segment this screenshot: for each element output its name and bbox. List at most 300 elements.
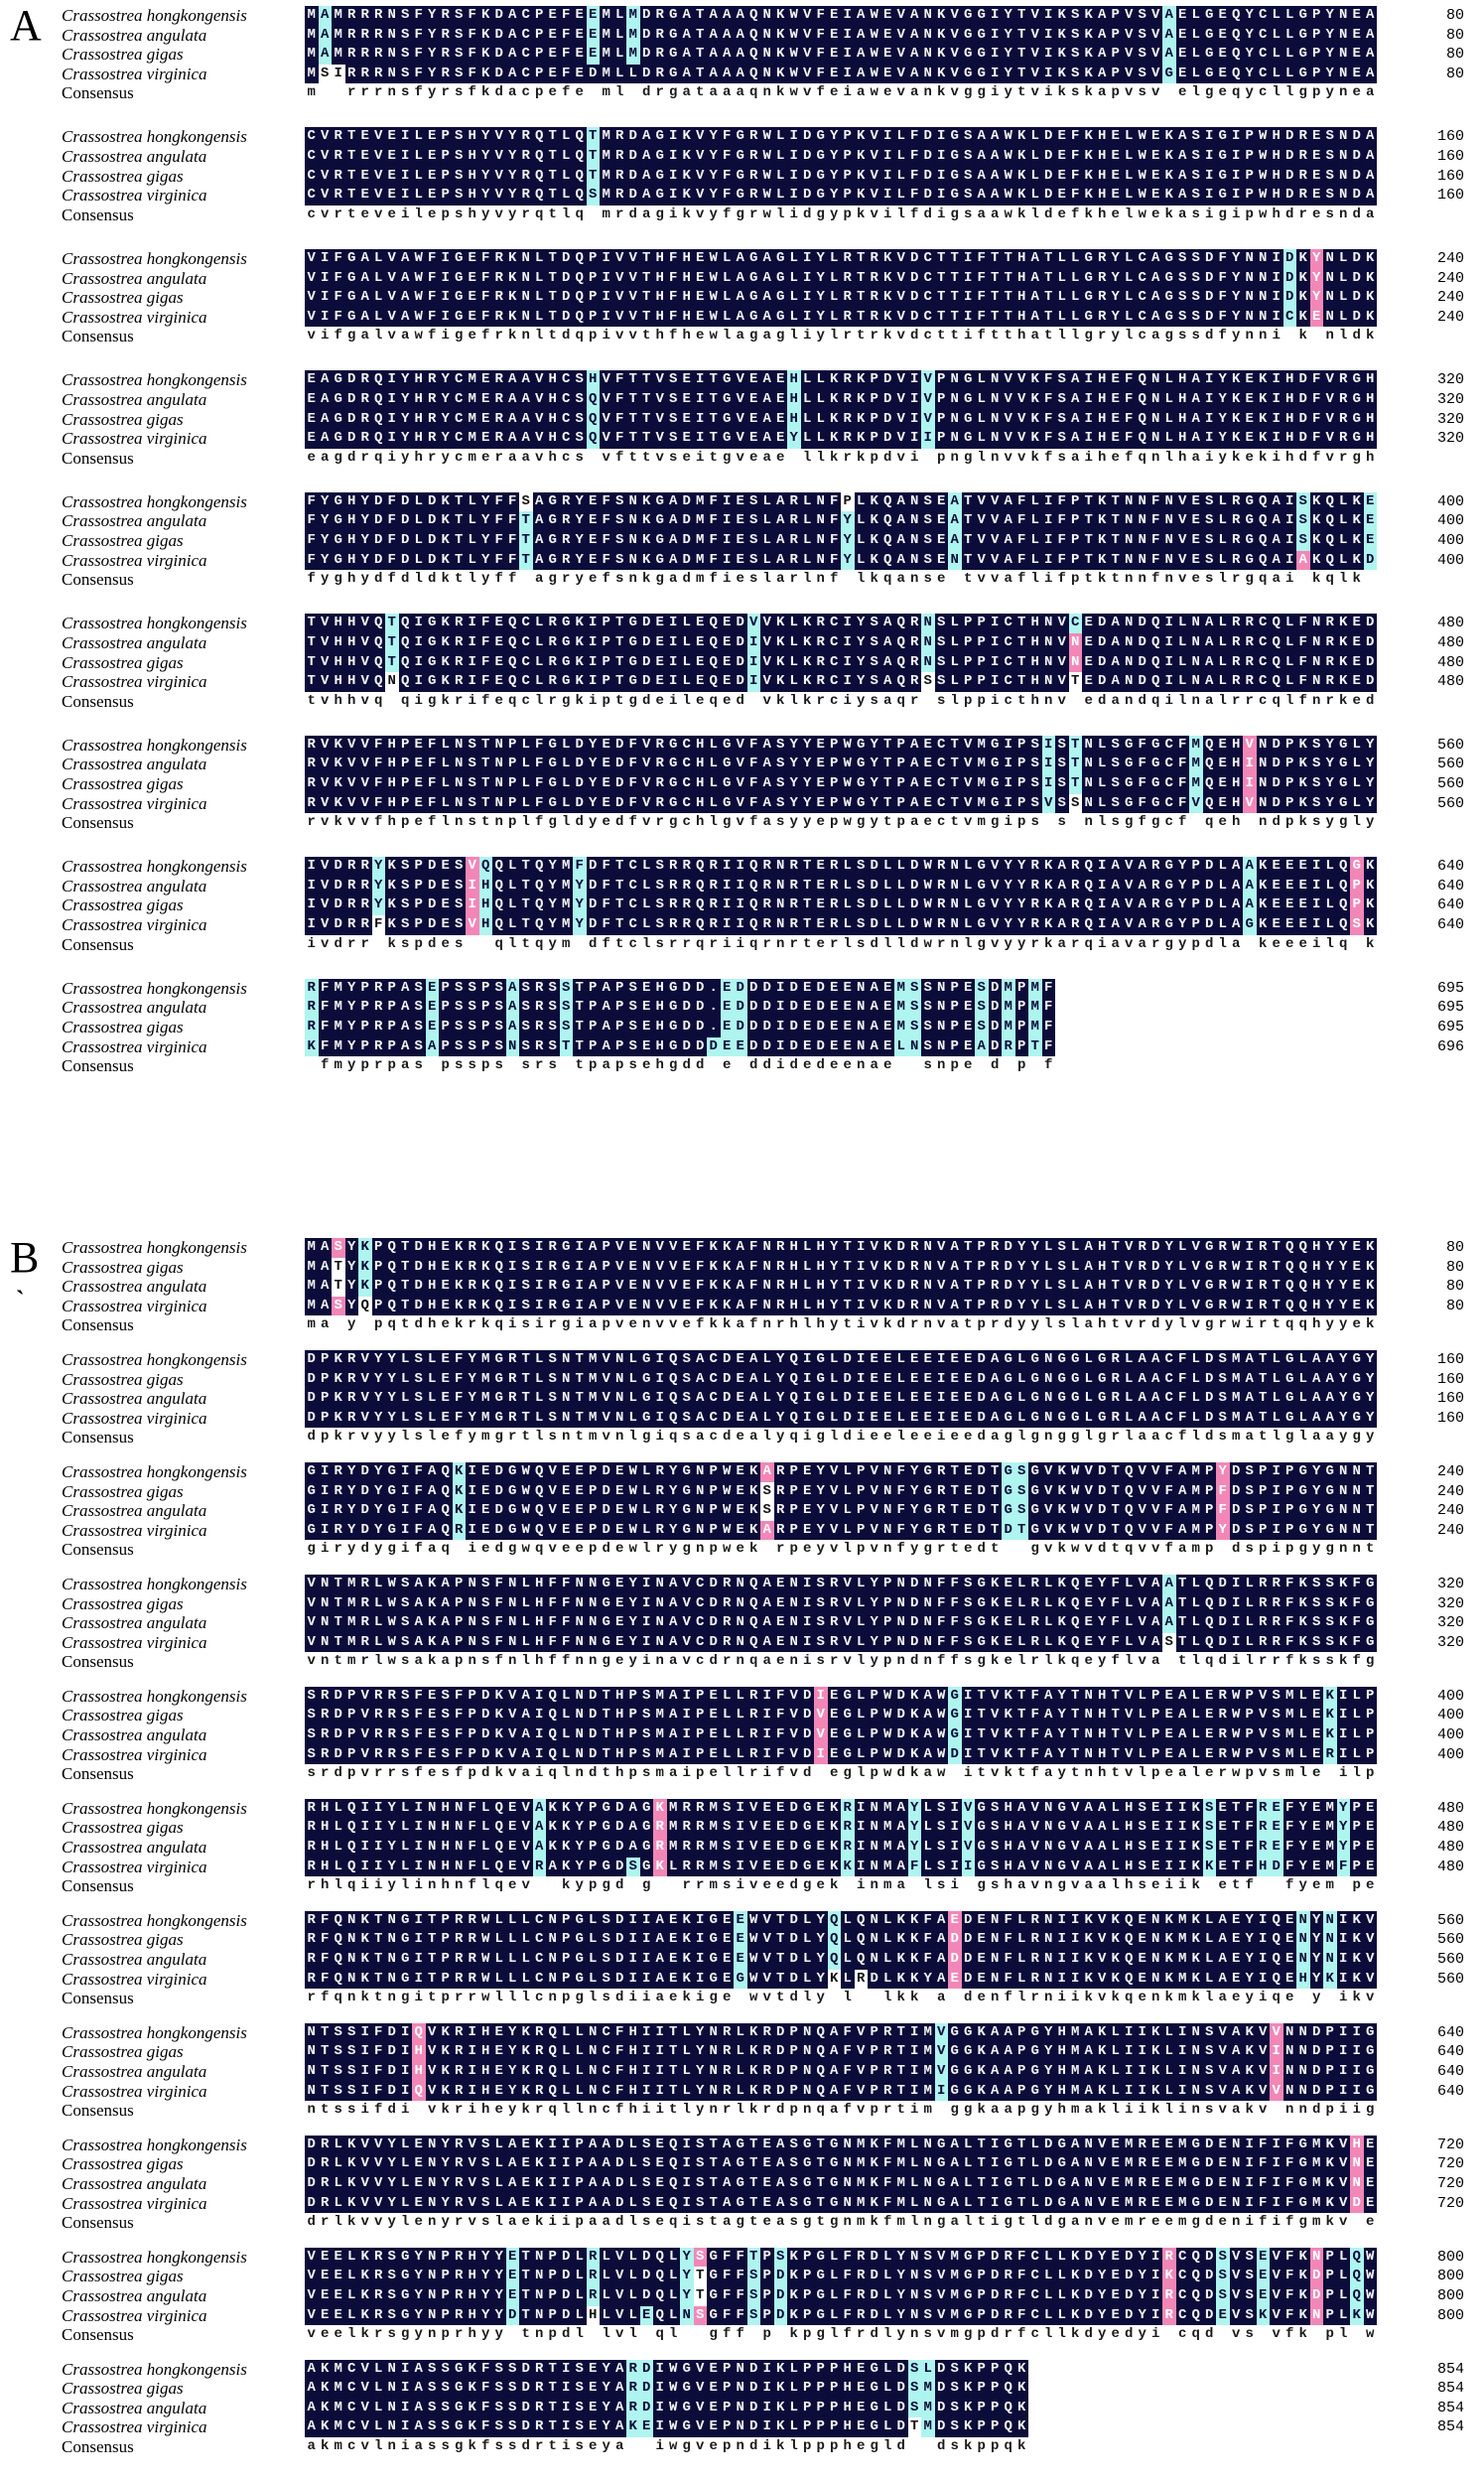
sequence-row — [0, 492, 1484, 512]
consensus-cells: c v r t e v e i l e p s h y v y r q t l q m r d a g i k v y f g r w l i d g y p k v i l f d i g s a a w k l d e f k h e l w e k a s i g i p w h d r e s n d a — [307, 206, 1375, 222]
sequence-row — [0, 288, 1484, 308]
species-label: Crassostrea virginica — [62, 2081, 207, 2101]
species-label: Crassostrea hongkongensis — [62, 1686, 247, 1706]
sequence-row — [0, 1930, 1484, 1950]
position-number: 640 — [1436, 877, 1464, 895]
sequence-cells: M A S Y K P Q T D H E K R K Q I S I R G I A P V E N V V E F K K A F N R H L H Y T I V K D R N V A T P R D Y Y L S L A H T V R D Y L V G R W I R T Q Q H Y Y E K — [305, 1238, 1377, 1258]
sequence-row — [0, 2399, 1484, 2418]
sequence-row — [0, 1725, 1484, 1745]
consensus-cells: v n t m r l w s a k a p n s f n l h f f n n g e y i n a v c d r n q a e n i s r v l y p n d n f f s g k e l r l k q e y f l v a t l q d i l r r f k s s k f g — [307, 1653, 1375, 1670]
position-number-spacer — [1393, 1056, 1464, 1076]
species-label: Crassostrea angulata — [62, 2061, 207, 2081]
position-number: 640 — [1436, 2082, 1464, 2100]
position-number-spacer — [1393, 1540, 1464, 1560]
position-number: 400 — [1436, 1707, 1464, 1724]
position-number: 320 — [1436, 430, 1464, 448]
position-number: 480 — [1436, 1858, 1464, 1875]
consensus-row — [0, 935, 1484, 955]
alignment-block — [0, 614, 1484, 711]
consensus-row — [0, 1764, 1484, 1784]
sequence-cells: G I R Y D Y G I F A Q K I E D G W Q V E E P D E W L R Y G N P W E K A R P E Y V L P V N F Y G R T E D T G S G V K W V D T Q V V F A M P Y D S P I P G Y G N N T — [305, 1462, 1377, 1482]
position-number-spacer — [1393, 935, 1464, 955]
position-number: 80 — [1445, 1239, 1464, 1256]
position-number: 320 — [1436, 391, 1464, 408]
sequence-cells: A K M C V L N I A S S G K F S S D R T I S E Y A R D I W G V E P N D I K L P P P H E G L D S M D S K P P Q K — [305, 2379, 1377, 2399]
position-number: 240 — [1436, 249, 1464, 267]
position-number: 240 — [1436, 1502, 1464, 1520]
species-label: Crassostrea hongkongensis — [62, 614, 247, 633]
species-label: Crassostrea hongkongensis — [62, 2247, 247, 2267]
sequence-row — [0, 1706, 1484, 1725]
species-label: Crassostrea virginica — [62, 186, 207, 206]
sequence-cells: D R L K V V Y L E N Y R V S L A E K I I P A A D L S E Q I S T A G T E A S G T G N M K F M L N G A L T I G T L D G A N V E M R E E M G D E N I F I F G M K V N E — [305, 2174, 1377, 2194]
species-label: Crassostrea virginica — [62, 1520, 207, 1540]
sequence-cells: G I R Y D Y G I F A Q K I E D G W Q V E E P D E W L R Y G N P W E K S R P E Y V L P V N F Y G R T E D T G S G V K W V D T Q V V F A M P F D S P I P G Y G N N T — [305, 1482, 1377, 1502]
sequence-cells: F Y G H Y D F D L D K T L Y F F T A G R Y E F S N K G A D M F I E S L A R L N F Y L K Q A N S E A T V V A F L I F P T K T N N F N V E S L R G Q A I S K Q L K E — [305, 531, 1377, 551]
position-number: 695 — [1436, 1018, 1464, 1035]
position-number: 240 — [1436, 308, 1464, 326]
consensus-row — [0, 1989, 1484, 2008]
sequence-cells: E A G D R Q I Y H R Y C M E R A A V H C S H V F T T V S E I T G V E A E H L L K R K P D V I V P N G L N V V K F S A I H E F Q N L H A I Y K E K I H D F V R G H — [305, 370, 1377, 390]
sequence-cells: N T S S I F D I Q V K R I H E Y K R Q L L N C F H I I T L Y N R L K R D P N Q A F V P R T I M V G G K A A P G Y H M A K L I I K L I N S V A K V V N N D P I I G — [305, 2023, 1377, 2043]
position-number: 240 — [1436, 1482, 1464, 1500]
consensus-row — [0, 2437, 1484, 2457]
sequence-cells: D P K R V Y Y L S L E F Y M G R T L S N T M V N L G I Q S A C D E A L Y Q I G L D I E E L E E I E E D A G L G N G G L G R L A A C F L D S M A T L G L A A Y G Y — [305, 1389, 1377, 1409]
species-label: Crassostrea angulata — [62, 1613, 207, 1633]
sequence-row — [0, 1018, 1484, 1037]
sequence-row — [0, 1594, 1484, 1614]
species-label: Crassostrea angulata — [62, 2398, 207, 2417]
species-label: Crassostrea angulata — [62, 2173, 207, 2193]
sequence-cells: E A G D R Q I Y H R Y C M E R A A V H C S Q V F T T V S E I T G V E A E H L L K R K P D V I V P N G L N V V K F S A I H E F Q N L H A I Y K E K I H D F V R G H — [305, 390, 1377, 410]
sequence-row — [0, 531, 1484, 551]
alignment-block — [0, 1, 1484, 103]
consensus-row — [0, 2101, 1484, 2121]
species-label: Crassostrea hongkongensis — [62, 1798, 247, 1818]
species-label: Crassostrea hongkongensis — [62, 1238, 247, 1257]
sequence-cells: N T S S I F D I H V K R I H E Y K R Q L L N C F H I I T L Y N R L K R D P N Q A F V P R T I M V G G K A A P G Y H M A K L I I K L I N S V A K V I N N D P I I G — [305, 2042, 1377, 2062]
alignment-block — [0, 2136, 1484, 2233]
sequence-cells: V E E L K R S G Y N P R H Y Y E T N P D L R L V L D Q L Y S G F F T P S K P G L F R D L Y N S V M G P D R F C L L K D Y E D Y I R C Q D S V S E V F K N P L Q W — [305, 2248, 1377, 2268]
sequence-row — [0, 2154, 1484, 2174]
sequence-cells: M A T Y K P Q T D H E K R K Q I S I R G I A P V E N V V E F K K A F N R H L H Y T I V K D R N V A T P R D Y Y L S L A H T V R D Y L V G R W I R T Q Q H Y Y E K — [305, 1277, 1377, 1297]
species-label: Crassostrea angulata — [62, 511, 207, 531]
species-label: Crassostrea gigas — [62, 1818, 184, 1838]
sequence-cells: D P K R V Y Y L S L E F Y M G R T L S N T M V N L G I Q S A C D E A L Y Q I G L D I E E L E E I E E D A G L G N G G L G R L A A C F L D S M A T L G L A A Y G Y — [305, 1350, 1377, 1370]
position-number: 560 — [1436, 1970, 1464, 1988]
species-label: Crassostrea hongkongensis — [62, 491, 247, 511]
sequence-row — [0, 1858, 1484, 1877]
sequence-row — [0, 2194, 1484, 2214]
position-number: 695 — [1436, 999, 1464, 1017]
consensus-row — [0, 1876, 1484, 1896]
sequence-cells: E A G D R Q I Y H R Y C M E R A A V H C S Q V F T T V S E I T G V E A E Y L L K R K P D V I I P N G L N V V K F S A I H E F Q N L H A I Y K E K I H D F V R G H — [305, 429, 1377, 449]
sequence-cells: T V H H V Q T Q I G K R I F E Q C L R G K I P T G D E I L E Q E D I V K L K R C I Y S A Q R N S L P P I C T H N V N E D A N D Q I L N A L R R C Q L F N R K E D — [305, 633, 1377, 653]
species-label: Crassostrea hongkongensis — [62, 6, 247, 25]
sequence-row — [0, 167, 1484, 187]
sequence-cells: R V K V V F H P E F L N S T N P L F G L D Y E D F V R G C H L G V F A S Y Y E P W G Y T P A E C T V M G I P S I S T N L S G F G C F M Q E H V N D P K S Y G L Y — [305, 736, 1377, 756]
position-number: 320 — [1436, 1575, 1464, 1592]
species-label: Crassostrea angulata — [62, 1277, 207, 1297]
species-label: Crassostrea virginica — [62, 2417, 207, 2437]
sequence-row — [0, 1350, 1484, 1370]
sequence-cells: R H L Q I I Y L I N H N F L Q E V R A K Y P G D S G K L R R M S I V E E D G E K K I N M A F L S I I G S H A V N G V A A L H S E I I K K E T F H D F Y E M F P E — [305, 1858, 1377, 1877]
sequence-cells: R H L Q I I Y L I N H N F L Q E V A K K Y P G D A G K M R R M S I V E E D G E K R I N M A Y L S I V G S H A V N G V A A L H S E I I K S E T F R E F Y E M Y P E — [305, 1799, 1377, 1819]
panel-label: A — [10, 1, 42, 50]
sequence-cells: C V R T E V E I L E P S H Y V Y R Q T L Q T M R D A G I K V Y F G R W L I D G Y P K V I L F D I G S A A W K L D E F K H E L W E K A S I G I P W H D R E S N D A — [305, 167, 1377, 187]
position-number: 320 — [1436, 371, 1464, 389]
species-label: Crassostrea angulata — [62, 876, 207, 896]
sequence-row — [0, 2417, 1484, 2437]
position-number: 240 — [1436, 1462, 1464, 1480]
species-label: Crassostrea hongkongensis — [62, 1910, 247, 1930]
sequence-row — [0, 2286, 1484, 2306]
position-number: 640 — [1436, 2023, 1464, 2041]
position-number: 80 — [1445, 7, 1464, 24]
species-label: Crassostrea gigas — [62, 2379, 184, 2399]
consensus-label: Consensus — [62, 83, 134, 103]
sequence-cells: C V R T E V E I L E P S H Y V Y R Q T L Q T M R D A G I K V Y F G R W L I D G Y P K V I L F D I G S A A W K L D E F K H E L W E K A S I G I P W H D R E S N D A — [305, 147, 1377, 167]
consensus-row — [0, 1428, 1484, 1448]
position-number: 400 — [1436, 512, 1464, 530]
consensus-cells: f y g h y d f d l d k t l y f f a g r y e f s n k g a d m f i e s l a r l n f l k q a n s e t v v a f l i f p t k t n n f n v e s l r g q a i k q l k — [307, 571, 1361, 588]
position-number-spacer — [1393, 570, 1464, 590]
consensus-cells: v i f g a l v a w f i g e f r k n l t d q p i v v t h f h e w l a g a g l i y l r t r k v d c t t i f t t h a t l l g r y l c a g s s d f y n n i k n l d k — [307, 328, 1375, 345]
alignment-block — [0, 2023, 1484, 2121]
sequence-cells: S R D P V R R S F E S F P D K V A I Q L N D T H P S M A I P E L L R I F V D V E G L P W D K A W G I T V K T F A Y T N H T V L P E A L E R W P V S M L E K I L P — [305, 1706, 1377, 1725]
sequence-row — [0, 1950, 1484, 1970]
position-number-spacer — [1393, 1764, 1464, 1784]
species-label: Crassostrea gigas — [62, 652, 184, 672]
sequence-cells: C V R T E V E I L E P S H Y V Y R Q T L Q S M R D A G I K V Y F G R W L I D G Y P K V I L F D I G S A A W K L D E F K H E L W E K A S I G I P W H D R E S N D A — [305, 186, 1377, 206]
alignment-block — [0, 857, 1484, 954]
alignment-block — [0, 249, 1484, 346]
consensus-cells: m r r r n s f y r s f k d a c p e f e m l d r g a t a a a q n k w v f e i a w e v a n k v g g i y t v i k s k a p v s v e l g e q y c l l g p y n e a — [307, 84, 1375, 101]
sequence-cells: V E E L K R S G Y N P R H Y Y E T N P D L R L V L D Q L Y T G F F S P D K P G L F R D L Y N S V M G P D R F C L L K D Y E D Y I R C Q D S V S E V F K D P L Q W — [305, 2286, 1377, 2306]
sequence-row — [0, 633, 1484, 653]
species-label: Crassostrea angulata — [62, 755, 207, 774]
species-label: Crassostrea virginica — [62, 2193, 207, 2213]
consensus-cells: i v d r r k s p d e s q l t q y m d f t c l s r r q r i i q r n r t e r l s d l l d w r n l g v y y r k a r q i a v a r g y p d l a k e e e i l q k — [307, 935, 1375, 952]
sequence-row — [0, 45, 1484, 65]
sequence-row — [0, 186, 1484, 206]
consensus-cells: s r d p v r r s f e s f p d k v a i q l n d t h p s m a i p e l l r i f v d e g l p w d k a w i t v k t f a y t n h t v l p e a l e r w p v s m l e i l p — [307, 1765, 1375, 1782]
species-label: Crassostrea virginica — [62, 429, 207, 449]
alignment-block — [0, 370, 1484, 468]
sequence-cells: M A M R R R N S F Y R S F K D A C P E F E E M L M D R G A T A A A Q N K W V F E I A W E V A N K V G G I Y T V I K S K A P V S V A E L G E Q Y C L L G P Y N E A — [305, 26, 1377, 46]
sequence-row — [0, 1370, 1484, 1390]
consensus-label: Consensus — [62, 813, 134, 833]
species-label: Crassostrea gigas — [62, 409, 184, 429]
sequence-cells: R F Q N K T N G I T P R R W L L L C N P G L S D I I A E K I G E G W V T D L Y K L R D L K K Y A E D E N F L R N I I K V K Q E N K M K L A E Y I Q E H Y K I K V — [305, 1970, 1377, 1990]
sequence-cells: D P K R V Y Y L S L E F Y M G R T L S N T M V N L G I Q S A C D E A L Y Q I G L D I E E L E E I E E D A G L G N G G L G R L A A C F L D S M A T L G L A A Y G Y — [305, 1409, 1377, 1429]
species-label: Crassostrea hongkongensis — [62, 1461, 247, 1481]
sequence-cells: T V H H V Q N Q I G K R I F E Q C L R G K I P T G D E I L E Q E D I V K L K R C I Y S A Q R S S L P P I C T H N V T E D A N D Q I L N A L R R C Q L F N R K E D — [305, 672, 1377, 692]
sequence-cells: V N T M R L W S A K A P N S F N L H F F N N G E Y I N A V C D R N Q A E N I S R V L Y P N D N F F S G K E L R L K Q E Y F L V A A T L Q D I L R R F K S S K F G — [305, 1594, 1377, 1614]
sequence-row — [0, 2023, 1484, 2043]
position-number: 560 — [1436, 756, 1464, 773]
position-number-spacer — [1393, 2437, 1464, 2457]
species-label: Crassostrea gigas — [62, 1017, 184, 1036]
consensus-row — [0, 1652, 1484, 1672]
sequence-cells: M A M R R R N S F Y R S F K D A C P E F E E M L M D R G A T A A A Q N K W V F E I A W E V A N K V G G I Y T V I K S K A P V S V A E L G E Q Y C L L G P Y N E A — [305, 45, 1377, 65]
sequence-row — [0, 1277, 1484, 1297]
sequence-row — [0, 1745, 1484, 1765]
sequence-row — [0, 774, 1484, 794]
alignment-block — [0, 1350, 1484, 1448]
sequence-row — [0, 127, 1484, 147]
sequence-row — [0, 1258, 1484, 1278]
sequence-cells: F Y G H Y D F D L D K T L Y F F T A G R Y E F S N K G A D M F I E S L A R L N F Y L K Q A N S E N T V V A F L I F P T K T N N F N V E S L R G Q A I A K Q L K D — [305, 551, 1377, 571]
species-label: Crassostrea virginica — [62, 1969, 207, 1989]
position-number-spacer — [1393, 83, 1464, 103]
consensus-row — [0, 813, 1484, 833]
species-label: Crassostrea virginica — [62, 2305, 207, 2325]
position-number-spacer — [1393, 327, 1464, 346]
sequence-cells: I V D R R Y K S P D E S V Q Q L T Q Y M F D F T C L S R R Q R I I Q R N R T E R L S D L L D W R N L G V Y Y R K A R Q I A V A R G Y P D L A A K E E E I L Q G K — [305, 857, 1377, 877]
alignment-block — [0, 1575, 1484, 1672]
sequence-row — [0, 1482, 1484, 1502]
species-label: Crassostrea hongkongensis — [62, 248, 247, 268]
position-number-spacer — [1393, 1315, 1464, 1335]
sequence-cells: V I F G A L V A W F I G E F R K N L T D Q P I V V T H F H E W L A G A G L I Y L R T R K V D C T T I F T T H A T L L G R Y L C A G S S D F Y N N I D K Y N L D K — [305, 288, 1377, 308]
sequence-row — [0, 736, 1484, 756]
sequence-row — [0, 249, 1484, 269]
sequence-row — [0, 2379, 1484, 2399]
sequence-cells: D R L K V V Y L E N Y R V S L A E K I I P A A D L S E Q I S T A G T E A S G T G N M K F M L N G A L T I G T L D G A N V E M R E E M G D E N I F I F G M K V H E — [305, 2136, 1377, 2155]
sequence-cells: I V D R R Y K S P D E S I H Q L T Q Y M Y D F T C L S R R Q R I I Q R N R T E R L S D L L D W R N L G V Y Y R K A R Q I A V A R G Y P D L A A K E E E I L Q P K — [305, 896, 1377, 915]
species-label: Crassostrea gigas — [62, 1706, 184, 1725]
consensus-cells: n t s s i f d i v k r i h e y k r q l l n c f h i i t l y n r l k r d p n q a f v p r t i m g g k a a p g y h m a k l i i k l i n s v a k v n n d p i i g — [307, 2102, 1375, 2119]
position-number-spacer — [1393, 206, 1464, 225]
position-number: 854 — [1436, 2360, 1464, 2378]
consensus-row — [0, 692, 1484, 712]
sequence-row — [0, 1818, 1484, 1838]
consensus-row — [0, 206, 1484, 225]
species-label: Crassostrea gigas — [62, 288, 184, 308]
species-label: Crassostrea hongkongensis — [62, 735, 247, 755]
consensus-cells: d p k r v y y l s l e f y m g r t l s n t m v n l g i q s a c d e a l y q i g l d i e e l e e i e e d a g l g n g g l g r l a a c f l d s m a t l g l a a y g y — [307, 1429, 1375, 1446]
sequence-cells: R F Q N K T N G I T P R R W L L L C N P G L S D I I A E K I G E E W V T D L Y Q L Q N L K K F A D D E N F L R N I I K V K Q E N K M K L A E Y I Q E N Y N I K V — [305, 1930, 1377, 1950]
sequence-row — [0, 1297, 1484, 1316]
consensus-cells: d r l k v v y l e n y r v s l a e k i i p a a d l s e q i s t a g t e a s g t g n m k f m l n g a l t i g t l d g a n v e m r e e m g d e n i f i f g m k v e — [307, 2214, 1375, 2231]
consensus-row — [0, 2213, 1484, 2233]
sequence-row — [0, 2136, 1484, 2155]
sequence-row — [0, 2082, 1484, 2102]
sequence-row — [0, 551, 1484, 571]
sequence-row — [0, 915, 1484, 935]
consensus-label: Consensus — [62, 448, 134, 468]
alignment-block — [0, 127, 1484, 224]
sequence-cells: R F M Y P R P A S E P S S P S A S R S S T P A P S E H G D D . E D D D I D E D E E N A E M S S N P E S D M P M F — [305, 979, 1377, 999]
position-number: 400 — [1436, 1726, 1464, 1744]
sequence-row — [0, 1575, 1484, 1594]
sequence-row — [0, 998, 1484, 1018]
species-label: Crassostrea hongkongensis — [62, 127, 247, 147]
sequence-cells: M A S Y Q P Q T D H E K R K Q I S I R G I A P V E N V V E F K K A F N R H L H Y T I V K D R N V A T P R D Y Y L S L A H T V R D Y L V G R W I R T Q Q H Y Y E K — [305, 1297, 1377, 1316]
consensus-cells: v e e l k r s g y n p r h y y t n p d l l v l q l g f f p k p g l f r d l y n s v m g p d r f c l l k d y e d y i c q d v s v f k p l w — [307, 2326, 1375, 2343]
consensus-label: Consensus — [62, 691, 134, 711]
sequence-cells: R F M Y P R P A S E P S S P S A S R S S T P A P S E H G D D . E D D D I D E D E E N A E M S S N P E S D M P M F — [305, 1018, 1377, 1037]
sequence-cells: S R D P V R R S F E S F P D K V A I Q L N D T H P S M A I P E L L R I F V D V E G L P W D K A W G I T V K T F A Y T N H T V L P E A L E R W P V S M L E K I L P — [305, 1725, 1377, 1745]
species-label: Crassostrea angulata — [62, 390, 207, 409]
sequence-cells: N T S S I F D I H V K R I H E Y K R Q L L N C F H I I T L Y N R L K R D P N Q A F V P R T I M V G G K A A P G Y H M A K L I I K L I N S V A K V I N N D P I I G — [305, 2062, 1377, 2082]
consensus-cells: g i r y d y g i f a q i e d g w q v e e p d e w l r y g n p w e k r p e y v l p v n f y g r t e d t g v k w v d t q v v f a m p d s p i p g y g n n t — [307, 1541, 1375, 1558]
consensus-row — [0, 327, 1484, 346]
sequence-cells: V I F G A L V A W F I G E F R K N L T D Q P I V V T H F H E W L A G A G L I Y L R T R K V D C T T I F T T H A T L L G R Y L C A G S S D F Y N N I C K E N L D K — [305, 308, 1377, 328]
sequence-cells: C V R T E V E I L E P S H Y V Y R Q T L Q T M R D A G I K V Y F G R W L I D G Y P K V I L F D I G S A A W K L D E F K H E L W E K A S I G I P W H D R E S N D A — [305, 127, 1377, 147]
species-label: Crassostrea gigas — [62, 1257, 184, 1277]
sequence-row — [0, 1238, 1484, 1258]
sequence-cells: G I R Y D Y G I F A Q R I E D G W Q V E E P D E W L R Y G N P W E K A R P E Y V L P V N F Y G R T E D T D T G V K W V D T Q V V F A M P Y D S P I P G Y G N N T — [305, 1521, 1377, 1541]
sequence-cells: V I F G A L V A W F I G E F R K N L T D Q P I V V T H F H E W L A G A G L I Y L R T R K V D C T T I F T T H A T L L G R Y L C A G S S D F Y N N I D K Y N L D K — [305, 249, 1377, 269]
species-label: Crassostrea virginica — [62, 1408, 207, 1428]
position-number-spacer — [1393, 2213, 1464, 2233]
position-number: 800 — [1436, 2268, 1464, 2285]
sequence-cells: A K M C V L N I A S S G K F S S D R T I S E Y A R D I W G V E P N D I K L P P P H E G L D S L D S K P P Q K — [305, 2360, 1377, 2380]
sequence-row — [0, 614, 1484, 633]
sequence-cells: V N T M R L W S A K A P N S F N L H F F N N G E Y I N A V C D R N Q A E N I S R V L Y P N D N F F S G K E L R L K Q E Y F L V A A T L Q D I L R R F K S S K F G — [305, 1575, 1377, 1594]
species-label: Crassostrea virginica — [62, 1744, 207, 1764]
panel-a — [0, 1, 1484, 1100]
consensus-label: Consensus — [62, 1652, 134, 1672]
alignment-block — [0, 492, 1484, 590]
position-number-spacer — [1393, 1876, 1464, 1896]
sequence-row — [0, 794, 1484, 814]
species-label: Crassostrea gigas — [62, 45, 184, 65]
position-number: 696 — [1436, 1037, 1464, 1055]
species-label: Crassostrea angulata — [62, 25, 207, 45]
position-number: 320 — [1436, 410, 1464, 428]
position-number: 320 — [1436, 1594, 1464, 1612]
species-label: Crassostrea angulata — [62, 268, 207, 288]
sequence-row — [0, 755, 1484, 774]
position-number-spacer — [1393, 1652, 1464, 1672]
consensus-cells: e a g d r q i y h r y c m e r a a v h c s v f t t v s e i t g v e a e l l k r k p d v i p n g l n v v k f s a i h e f q n l h a i y k e k i h d f v r g h — [307, 449, 1375, 466]
sequence-row — [0, 2248, 1484, 2268]
position-number: 720 — [1436, 2136, 1464, 2153]
alignment-block — [0, 1799, 1484, 1896]
sequence-row — [0, 653, 1484, 673]
species-label: Crassostrea angulata — [62, 632, 207, 652]
consensus-label: Consensus — [62, 1056, 134, 1076]
sequence-cells: V E E L K R S G Y N P R H Y Y D T N P D L H L V L E Q L N S G F F S P D K P G L F R D L Y N S V M G P D R F C L L K D Y E D Y I R C Q D E V S K V F K N P L K W — [305, 2306, 1377, 2326]
sequence-cells: R H L Q I I Y L I N H N F L Q E V A K K Y P G D A G R M R R M S I V E E D G E K R I N M A Y L S I V G S H A V N G V A A L H S E I I K S E T F R E F Y E M Y P E — [305, 1818, 1377, 1838]
sequence-row — [0, 1462, 1484, 1482]
position-number-spacer — [1393, 2101, 1464, 2121]
position-number: 560 — [1436, 1931, 1464, 1949]
position-number: 80 — [1445, 1297, 1464, 1314]
sequence-row — [0, 1633, 1484, 1653]
species-label: Crassostrea angulata — [62, 1838, 207, 1858]
species-label: Crassostrea virginica — [62, 793, 207, 813]
sequence-row — [0, 390, 1484, 410]
species-label: Crassostrea gigas — [62, 531, 184, 551]
position-number-spacer — [1393, 692, 1464, 712]
species-label: Crassostrea virginica — [62, 64, 207, 83]
consensus-cells: f m y p r p a s p s s p s s r s t p a p s e h g d d e d d i d e d e e n a e s n p e d p f — [321, 1057, 1053, 1074]
sequence-cells: N T S S I F D I Q V K R I H E Y K R Q L L N C F H I I T L Y N R L K R D P N Q A F V P R T I M I G G K A A P G Y H M A K L I I K L I N S V A K V V N N D P I I G — [305, 2082, 1377, 2102]
position-number-spacer — [1393, 449, 1464, 469]
sequence-cells: T V H H V Q T Q I G K R I F E Q C L R G K I P T G D E I L E Q E D I V K L K R C I Y S A Q R N S L P P I C T H N V N E D A N D Q I L N A L R R C Q L F N R K E D — [305, 653, 1377, 673]
consensus-label: Consensus — [62, 2325, 134, 2345]
sequence-row — [0, 1409, 1484, 1429]
position-number: 400 — [1436, 1745, 1464, 1763]
sequence-cells: M S I R R R N S F Y R S F K D A C P E F E D M L L D R G A T A A A Q N K W V F E I A W E V A N K V G G I Y T V I K S K A P V S V G E L G E Q Y C L L G P Y N E A — [305, 65, 1377, 84]
consensus-row — [0, 1056, 1484, 1076]
consensus-label: Consensus — [62, 205, 134, 224]
species-label: Crassostrea gigas — [62, 896, 184, 915]
sequence-row — [0, 1970, 1484, 1990]
position-number: 320 — [1436, 1614, 1464, 1632]
sequence-cells: M A M R R R N S F Y R S F K D A C P E F E E M L M D R G A T A A A Q N K W V F E I A W E V A N K V G G I Y T V I K S K A P V S V A E L G E Q Y C L L G P Y N E A — [305, 6, 1377, 26]
sequence-cells: G I R Y D Y G I F A Q K I E D G W Q V E E P D E W L R Y G N P W E K S R P E Y V L P V N F Y G R T E D T G S G V K W V D T Q V V F A M P F D S P I P G Y G N N T — [305, 1501, 1377, 1521]
sequence-cells: I V D R R Y K S P D E S I H Q L T Q Y M Y D F T C L S R R Q R I I Q R N R T E R L S D L L D W R N L G V Y Y R K A R Q I A V A R G Y P D L A A K E E E I L Q P K — [305, 877, 1377, 896]
species-label: Crassostrea angulata — [62, 1950, 207, 1969]
sequence-cells: T V H H V Q T Q I G K R I F E Q C L R G K I P T G D E I L E Q E D V V K L K R C I Y S A Q R N S L P P I C T H N V C E D A N D Q I L N A L R R C Q L F N R K E D — [305, 614, 1377, 633]
position-number: 560 — [1436, 794, 1464, 812]
species-label: Crassostrea gigas — [62, 1593, 184, 1613]
position-number: 80 — [1445, 46, 1464, 64]
species-label: Crassostrea angulata — [62, 1725, 207, 1745]
alignment-block — [0, 2248, 1484, 2345]
position-number: 160 — [1436, 1390, 1464, 1408]
sequence-cells: V E E L K R S G Y N P R H Y Y E T N P D L R L V L D Q L Y T G F F S P D K P G L F R D L Y N S V M G P D R F C L L K D Y E D Y I K C Q D S V S E V F K D P L Q W — [305, 2267, 1377, 2286]
position-number: 400 — [1436, 551, 1464, 569]
species-label: Crassostrea hongkongensis — [62, 2022, 247, 2042]
position-number: 560 — [1436, 775, 1464, 792]
species-label: Crassostrea hongkongensis — [62, 370, 247, 390]
consensus-label: Consensus — [62, 1428, 134, 1448]
position-number: 480 — [1436, 1819, 1464, 1837]
sequence-row — [0, 308, 1484, 328]
consensus-row — [0, 449, 1484, 469]
sequence-row — [0, 26, 1484, 46]
position-number: 160 — [1436, 128, 1464, 146]
consensus-row — [0, 1315, 1484, 1335]
position-number: 480 — [1436, 1799, 1464, 1817]
consensus-label: Consensus — [62, 570, 134, 590]
position-number: 800 — [1436, 2286, 1464, 2304]
position-number: 160 — [1436, 1350, 1464, 1368]
species-label: Crassostrea angulata — [62, 1389, 207, 1409]
sequence-cells: V I F G A L V A W F I G E F R K N L T D Q P I V V T H F H E W L A G A G L I Y L R T R K V D C T T I F T T H A T L L G R Y L C A G S S D F Y N N I D K Y N L D K — [305, 269, 1377, 289]
species-label: Crassostrea virginica — [62, 1296, 207, 1315]
alignment-block — [0, 736, 1484, 833]
sequence-cells: R F M Y P R P A S E P S S P S A S R S S T P A P S E H G D D . E D D D I D E D E E N A E M S S N P E S D M P M F — [305, 998, 1377, 1018]
species-label: Crassostrea gigas — [62, 166, 184, 186]
sequence-row — [0, 2360, 1484, 2380]
sequence-cells: D P K R V Y Y L S L E F Y M G R T L S N T M V N L G I Q S A C D E A L Y Q I G L D I E E L E E I E E D A G L G N G G L G R L A A C F L D S M A T L G L A A Y G Y — [305, 1370, 1377, 1390]
species-label: Crassostrea virginica — [62, 1036, 207, 1056]
sequence-row — [0, 1521, 1484, 1541]
position-number: 720 — [1436, 2174, 1464, 2192]
sequence-cells: D R L K V V Y L E N Y R V S L A E K I I P A A D L S E Q I S T A G T E A S G T G N M K F M L N G A L T I G T L D G A N V E M R E E M G D E N I F I F G M K V D E — [305, 2194, 1377, 2214]
position-number: 800 — [1436, 2306, 1464, 2324]
panel-b — [0, 1233, 1484, 2472]
position-number: 80 — [1445, 1278, 1464, 1296]
sequence-row — [0, 65, 1484, 84]
sequence-row — [0, 896, 1484, 915]
consensus-label: Consensus — [62, 1764, 134, 1784]
position-number: 560 — [1436, 1951, 1464, 1968]
sequence-row — [0, 1389, 1484, 1409]
sequence-row — [0, 877, 1484, 896]
sequence-row — [0, 1911, 1484, 1931]
position-number: 560 — [1436, 736, 1464, 754]
species-label: Crassostrea hongkongensis — [62, 1574, 247, 1593]
position-number: 854 — [1436, 2380, 1464, 2398]
